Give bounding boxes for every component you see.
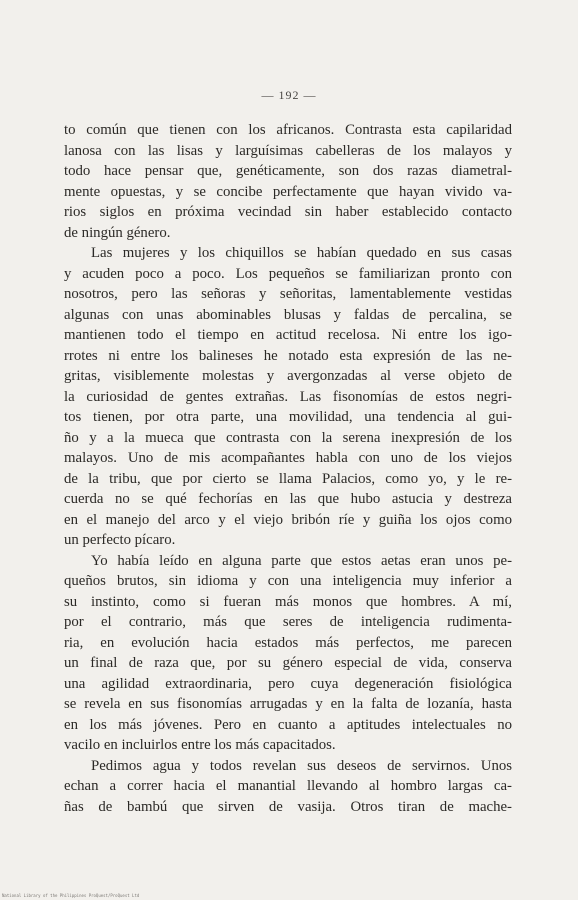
text-line: mente opuestas, y se concibe perfectamente que hayan vivido va- (64, 183, 512, 200)
text-line: Las mujeres y los chiquillos se habían quedado en sus casas (91, 245, 512, 261)
text-line: por el contrario, más que seres de inteligencia rudimenta- (64, 614, 512, 630)
text-line: en el manejo del arco y el viejo bribón ríe y guiña los ojos como (64, 511, 512, 528)
text-line: la curiosidad de gentes extrañas. Las fisonomías de estos negri- (64, 388, 512, 405)
text-line: ño y a la mueca que contrasta con la serena inexpresión de los (64, 429, 512, 446)
text-line: cuerda no se qué fechorías en las que hubo astucia y destreza (64, 491, 512, 507)
text-line: todo hace pensar que, genéticamente, son dos razas diametral- (64, 163, 512, 179)
footer-watermark: National Library of the Philippines ProQuest/ProQuest Ltd (2, 893, 140, 898)
text-line: echan a correr hacia el manantial llevando al hombro largas ca- (64, 778, 512, 794)
text-line: de la tribu, que por cierto se llama Palacios, como yo, y le re- (64, 470, 512, 487)
text-line: mantienen todo el tiempo en actitud recelosa. Ni entre los igo- (64, 327, 512, 343)
text-line: una agilidad extraordinaria, pero cuya degeneración fisiológica (64, 675, 512, 692)
text-line: su instinto, como si fueran más monos que hombres. A mí, (64, 593, 512, 610)
text-line: ñas de bambú que sirven de vasija. Otros tiran de mache- (64, 798, 512, 815)
text-line: un final de raza que, por su género especial de vida, conserva (64, 655, 512, 671)
text-line: algunas con unas abominables blusas y faldas de percalina, se (64, 306, 512, 323)
text-line: malayos. Uno de mis acompañantes habla con uno de los viejos (64, 450, 512, 466)
text-line: nosotros, pero las señoras y señoritas, lamentablemente vestidas (64, 286, 512, 302)
text-line: lanosa con las lisas y larguísimas cabelleras de los malayos y (64, 142, 512, 159)
text-line: Yo había leído en alguna parte que estos aetas eran unos pe- (91, 552, 512, 569)
text-line: to común que tienen con los africanos. Contrasta esta capilaridad (64, 122, 512, 138)
text-line: ria, en evolución hacia estados más perfectos, me parecen (64, 634, 512, 651)
text-line: gritas, visiblemente molestas y avergonzadas al verse objeto de (64, 368, 512, 384)
page-number: — 192 — (261, 88, 317, 102)
text-line: rrotes ni entre los balineses he notado esta expresión de las ne- (64, 347, 512, 364)
text-line: en los más jóvenes. Pero en cuanto a aptitudes intelectuales no (64, 716, 512, 733)
text-line: queños brutos, sin idioma y con una inteligencia muy inferior a (64, 573, 512, 589)
text-line: Pedimos agua y todos revelan sus deseos de servirnos. Unos (91, 757, 512, 774)
body-text (64, 120, 512, 817)
text-line: de ningún género. (64, 224, 171, 241)
text-line: un perfecto pícaro. (64, 532, 176, 548)
text-line: vacilo en incluirlos entre los más capacitados. (64, 737, 336, 753)
text-line: tos tienen, por otra parte, una movilidad, una tendencia al gui- (64, 409, 512, 425)
text-line: y acuden poco a poco. Los pequeños se familiarizan pronto con (64, 265, 512, 282)
text-line: rios siglos en próxima vecindad sin haber establecido contacto (64, 204, 512, 220)
text-line: se revela en sus fisonomías arrugadas y en la falta de lozanía, hasta (64, 696, 512, 712)
